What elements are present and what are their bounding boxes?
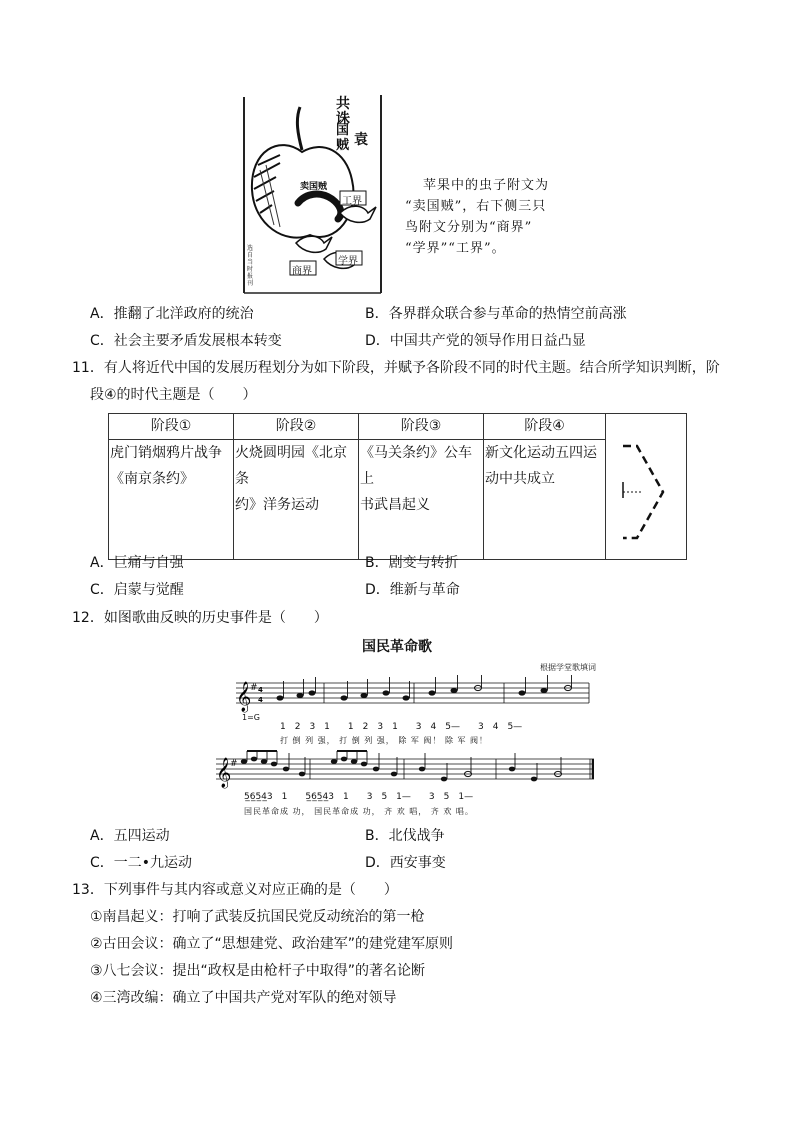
row2-numbers: 5̲6̲5̲4̲3 1 5̲6̲5̲4̲3 1 3 5 1— 3 5 1—	[244, 792, 474, 802]
table-header-stage3: 阶段③	[359, 414, 484, 440]
table-cell-stage3	[359, 439, 484, 559]
row1-lyrics: 打 倒 列 强， 打 倒 列 强， 除 军 阀！ 除 军 阀！	[280, 736, 489, 745]
worm-label: 卖国贼	[300, 182, 328, 192]
q12-option-c[interactable]: C．一二•九运动	[90, 855, 193, 871]
cell-text: 《南京条约》	[110, 470, 194, 487]
svg-text:4: 4	[258, 696, 263, 704]
bird-label-school: 学界	[338, 256, 358, 267]
cell-text: 书武昌起义	[360, 496, 430, 513]
table-header-stage1: 阶段①	[109, 414, 234, 440]
cartoon-title-left: 国 贼	[336, 123, 350, 153]
svg-text:#: #	[250, 683, 258, 693]
q12-option-a[interactable]: A．五四运动	[90, 828, 170, 844]
q12-stem: 12．如图歌曲反映的历史事件是（ ）	[72, 610, 328, 626]
q12-option-b[interactable]: B．北伐战争	[365, 828, 445, 844]
table-header-stage4: 阶段④	[484, 414, 606, 440]
caption-line: 苹果中的虫子附文为	[423, 178, 550, 193]
cell-text: 约》洋务运动	[235, 496, 319, 513]
svg-text:𝄞: 𝄞	[216, 758, 232, 788]
stages-table	[108, 413, 687, 560]
q11-option-c[interactable]: C．启蒙与觉醒	[90, 582, 184, 598]
cell-text: 火烧圆明园《北京条	[235, 444, 347, 487]
bird-label-business: 商界	[292, 266, 312, 277]
key-signature: 1=G	[242, 713, 260, 722]
table-header-row	[109, 414, 687, 440]
q13-stem: 13．下列事件与其内容或意义对应正确的是（ ）	[72, 882, 398, 898]
q11-stem-line1: 11．有人将近代中国的发展历程划分为如下阶段，并赋予各阶段不同的时代主题。结合所学知识判断，阶	[72, 360, 720, 376]
svg-text:4: 4	[258, 686, 263, 694]
table-row	[109, 439, 687, 559]
q12-option-d[interactable]: D．西安事变	[365, 855, 446, 871]
q11-stem-line2: 段④的时代主题是（ ）	[90, 387, 257, 403]
svg-text:𝄞: 𝄞	[236, 682, 252, 712]
q13-item-3: ③八七会议：提出“政权是由枪杆子中取得”的著名论断	[90, 963, 426, 979]
bird-label-work: 工界	[342, 196, 362, 207]
q10-option-b[interactable]: B．各界群众联合参与革命的热情空前高涨	[365, 306, 627, 322]
song-title: 国民革命歌	[362, 639, 432, 655]
cell-text: 动中共成立	[485, 470, 555, 487]
caption-line: “学界”“工界”。	[405, 241, 506, 256]
table-cell-stage2	[234, 439, 359, 559]
cartoon-title-right: 共 诛	[336, 96, 350, 127]
q13-item-2: ②古田会议：确立了“思想建党、政治建军”的建党建军原则	[90, 936, 454, 952]
row2-lyrics: 国民革命成 功， 国民革命成 功， 齐 欢 唱， 齐 欢 唱。	[244, 807, 474, 816]
table-cell-stage1	[109, 439, 234, 559]
q10-option-d[interactable]: D．中国共产党的领导作用日益凸显	[365, 333, 586, 349]
cell-text: 虎门销烟鸦片战争	[110, 444, 222, 461]
cell-text: 新文化运动五四运	[485, 444, 597, 461]
q11-option-b[interactable]: B．剧变与转折	[365, 555, 459, 571]
q13-item-1: ①南昌起义：打响了武装反抗国民党反动统治的第一枪	[90, 909, 425, 925]
row1-numbers: 1 2 3 1 1 2 3 1 3 4 5— 3 4 5—	[280, 722, 523, 732]
q10-option-c[interactable]: C．社会主要矛盾发展根本转变	[90, 333, 282, 349]
caption-line: 鸟附文分别为“商界”	[405, 220, 533, 235]
cartoon-caption	[405, 175, 575, 259]
q10-option-a[interactable]: A．推翻了北洋政府的统治	[90, 306, 254, 322]
cell-text: 《马关条约》公车上	[360, 444, 472, 487]
arrow-icon	[607, 414, 685, 552]
caption-line: “卖国贼”，右下侧三只	[405, 199, 547, 214]
cartoon-side-note: 选自当时报刊	[247, 245, 254, 287]
sheet-music	[214, 675, 594, 824]
cartoon-title-yuan: 袁	[354, 132, 368, 148]
q13-item-4: ④三湾改编：确立了中国共产党对军队的绝对领导	[90, 990, 397, 1006]
arrow-cell	[606, 414, 687, 560]
q11-option-a[interactable]: A．巨痛与自强	[90, 555, 184, 571]
song-note: 根据学堂歌填词	[540, 663, 596, 672]
q11-option-d[interactable]: D．维新与革命	[365, 582, 460, 598]
table-cell-stage4	[484, 439, 606, 559]
apple-cartoon	[240, 95, 383, 295]
svg-text:#: #	[230, 759, 238, 769]
table-header-stage2: 阶段②	[234, 414, 359, 440]
